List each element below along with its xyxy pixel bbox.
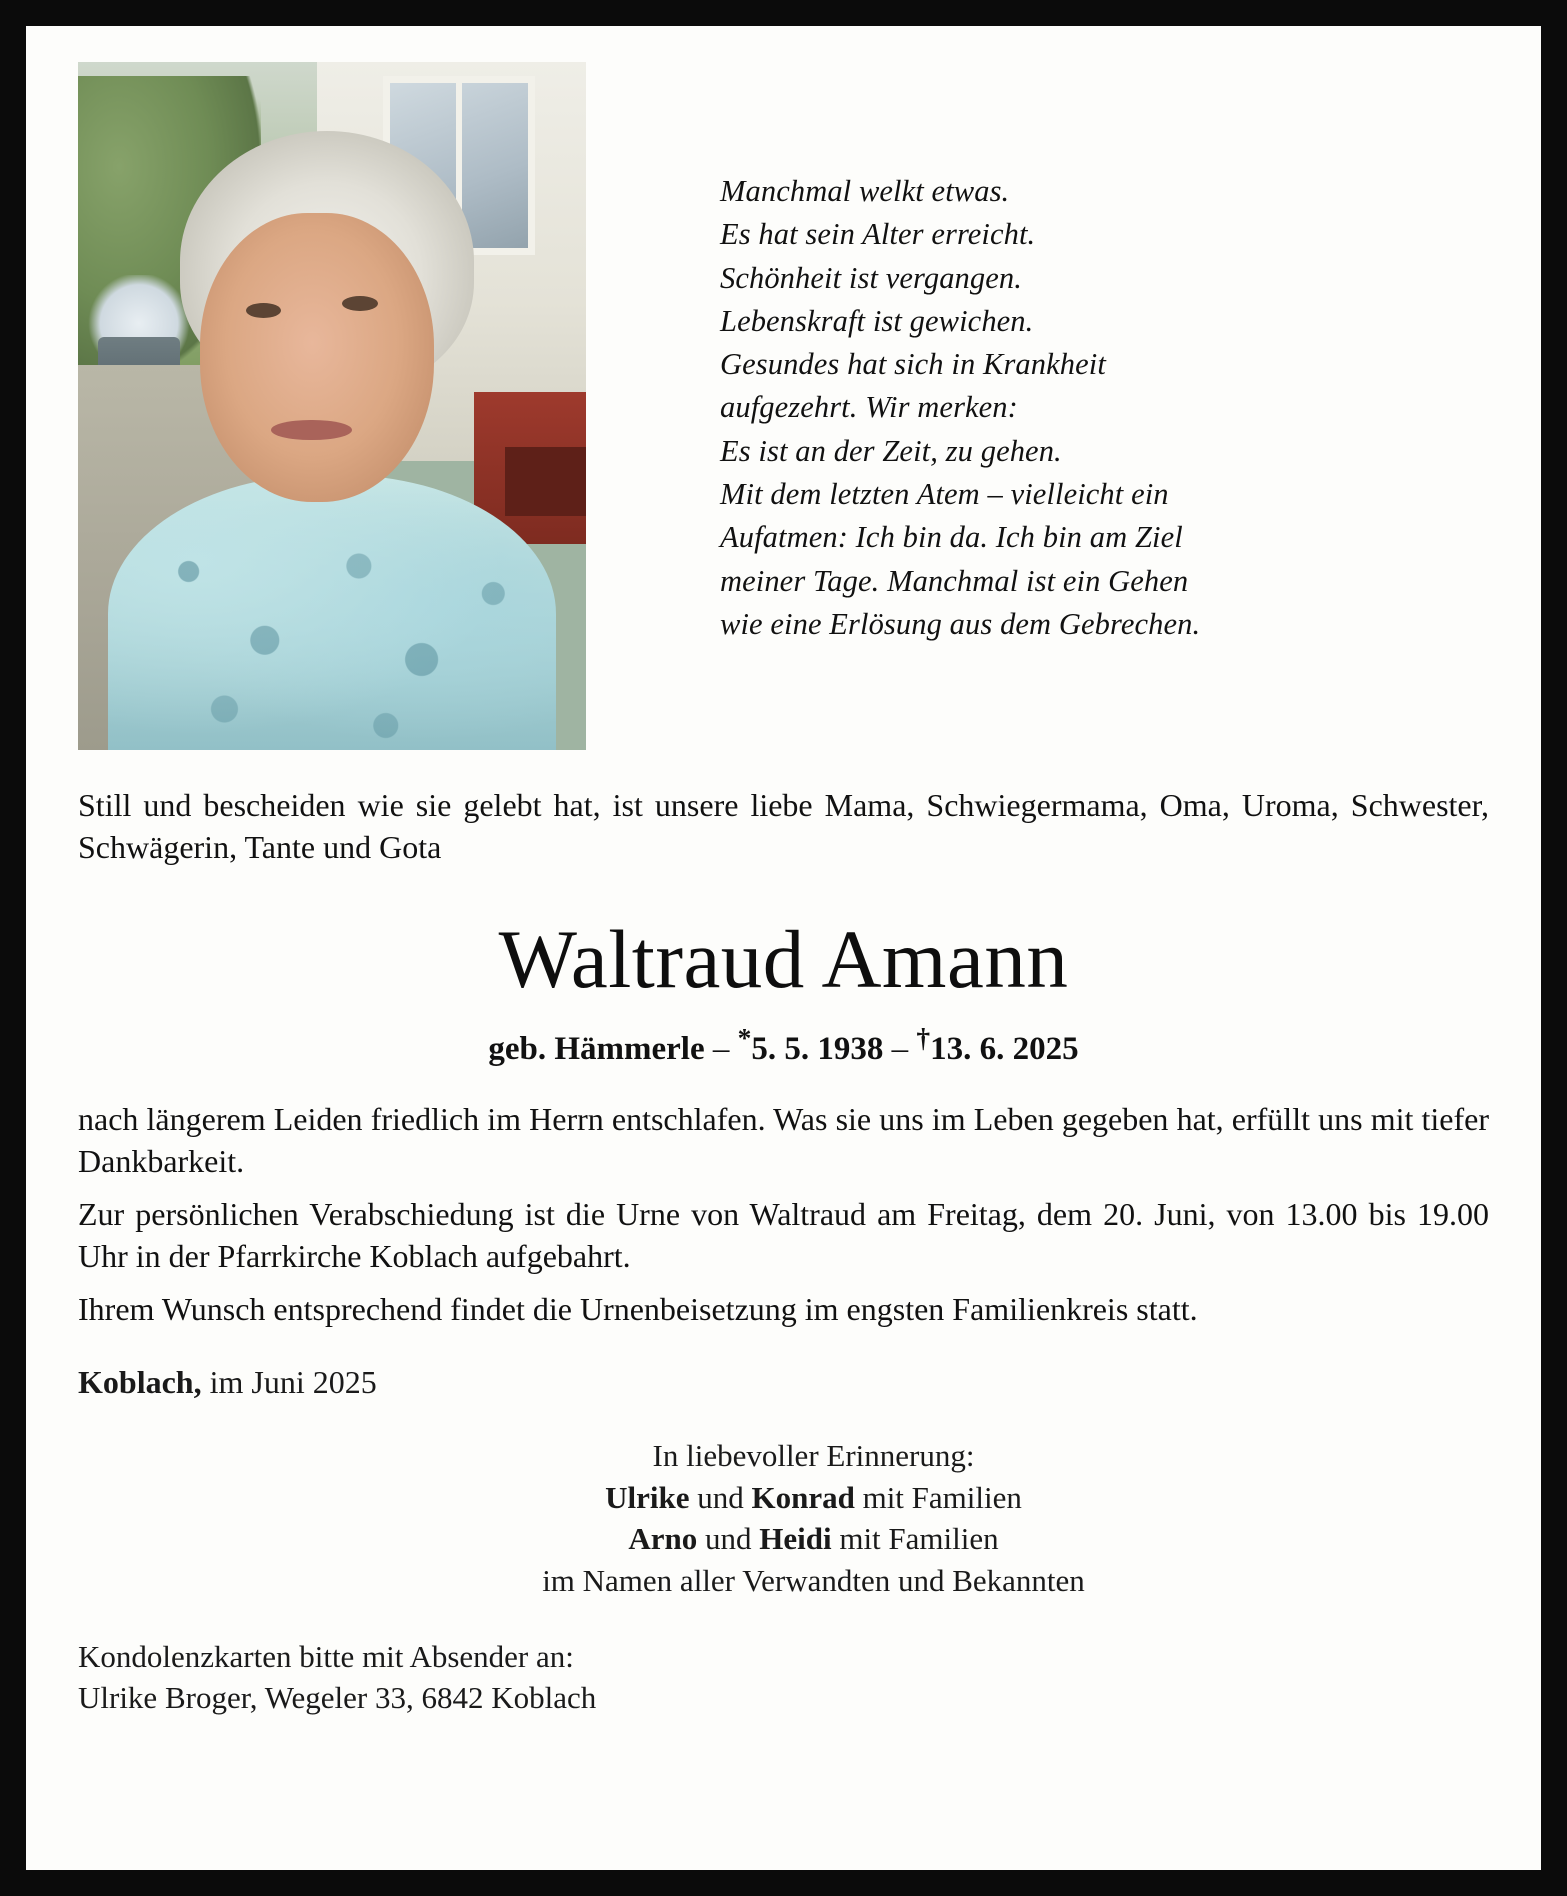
place-town: Koblach, [78,1364,202,1401]
poem-line: Aufatmen: Ich bin da. Ich bin am Ziel [720,520,1183,555]
poem-line: Es hat sein Alter erreicht. [720,217,1036,252]
poem-line: Manchmal welkt etwas. [720,174,1010,208]
birth-symbol: * [737,1021,752,1053]
place-and-date [78,1364,1489,1401]
signer-name: Ulrike [605,1479,690,1515]
death-date: 13. 6. 2025 [930,1030,1079,1067]
place-date: im Juni 2025 [209,1364,377,1401]
with-families: mit Familien [839,1521,999,1557]
conjunction: und [697,1479,744,1515]
photo-eye-right [342,296,378,311]
portrait-photo [78,62,586,750]
signature-line-1 [138,1477,1489,1519]
body-paragraph: nach längerem Leiden friedlich im Herrn entschlafen. Was sie uns im Leben gegeben hat, erfüllt uns mit tiefer Dankbarkeit. [78,1100,1489,1180]
signature-heading: In liebevoller Erinnerung: [652,1438,975,1474]
life-dates [78,1022,1489,1068]
poem-line: Mit dem letzten Atem – vielleicht ein [720,477,1169,512]
date-separator: – [891,1030,909,1067]
body-paragraph: Zur persönlichen Verabschiedung ist die Urne von Waltraud am Freitag, dem 20. Juni, von 13.00 bis 19.00 Uhr in der Pfarrkirche Koblach aufgebahrt. [78,1195,1489,1275]
condolence-address: Ulrike Broger, Wegeler 33, 6842 Koblach [78,1680,597,1716]
maiden-name: geb. Hämmerle [488,1030,705,1067]
date-separator: – [712,1030,730,1067]
body-paragraph: Ihrem Wunsch entsprechend findet die Urnenbeisetzung im engsten Familienkreis statt. [78,1290,1198,1327]
signer-name: Heidi [759,1521,832,1557]
photo-eye-left [246,303,282,318]
signer-name: Arno [628,1521,698,1557]
photo-face [200,213,434,502]
poem-line: Schönheit ist vergangen. [720,260,1022,295]
signature-block [78,1435,1489,1601]
poem-block [586,62,1489,646]
deceased-name: Waltraud Amann [498,913,1069,1006]
poem-line: wie eine Erlösung aus dem Gebrechen. [720,606,1201,641]
signature-line-2 [138,1518,1489,1560]
photo-blouse-pattern [108,489,555,750]
conjunction: und [704,1521,752,1557]
condolence-info [78,1637,1489,1719]
poem-line: Es ist an der Zeit, zu gehen. [720,433,1062,468]
poem-line: Lebenskraft ist gewichen. [720,303,1034,338]
intro-text: Still und bescheiden wie sie gelebt hat, ist unsere liebe Mama, Schwiegermama, Oma, Uroma, Schwester, Schwägerin, Tante und Gota [78,787,1489,866]
body-text [78,1098,1489,1331]
photo-container [78,62,586,750]
with-families: mit Familien [862,1479,1022,1515]
header-section [78,62,1489,750]
poem-line: Gesundes hat sich in Krankheit [720,347,1106,382]
condolence-instruction: Kondolenzkarten bitte mit Absender an: [78,1639,574,1675]
poem-line: aufgezehrt. Wir merken: [720,390,1018,425]
signer-name: Konrad [751,1479,855,1515]
poem-line: meiner Tage. Manchmal ist ein Gehen [720,563,1189,598]
signature-line-3: im Namen aller Verwandten und Bekannten [542,1562,1085,1598]
obituary-card [26,26,1541,1870]
death-symbol: † [916,1021,931,1053]
birth-date: 5. 5. 1938 [751,1030,884,1067]
